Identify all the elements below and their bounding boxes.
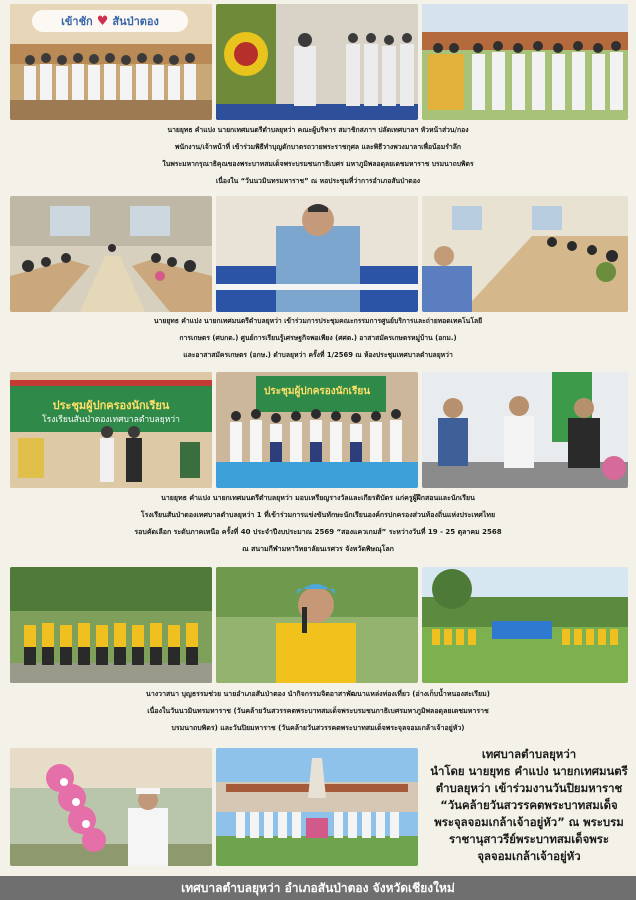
- caption-line: ในพระมหากรุณาธิคุณของพระบาทสมเด็จพระบรมชนกาธิเบศร มหาภูมิพลอดุลยเดชมหาราช บรมนาถบพิตร: [162, 160, 474, 168]
- photo-flower-offering: [10, 748, 212, 866]
- caption-volunteer: [0, 686, 636, 737]
- banner-title-2: ประชุมผู้ปกครองนักเรียน: [263, 386, 371, 397]
- caption-line: นายยุทธ คำแปง นายกเทศมนตรีตำบลยุหว่า คณะผู้บริหาร สมาชิกสภาฯ ปลัดเทศบาลฯ หัวหน้าส่วน/กอง: [167, 126, 469, 134]
- photo-staff-group: [10, 4, 212, 120]
- caption-line: ราชานุสาวรีย์พระบาทสมเด็จพระ: [448, 832, 609, 846]
- footer-bar: เทศบาลตำบลยุหว่า อำเภอสันป่าตอง จังหวัดเชียงใหม่: [0, 876, 636, 900]
- caption-line: พระจุลจอมเกล้าเจ้าอยู่หัว” ณ พระบรม: [434, 815, 624, 829]
- caption-line: เทศบาลตำบลยุหว่า: [481, 747, 577, 761]
- caption-ceremony: [0, 122, 636, 190]
- logo-text-right: สันป่าตอง: [112, 15, 159, 28]
- photo-meeting-table: [422, 196, 628, 312]
- caption-line: การเกษตร (ศบกต.) ศูนย์การเรียนรู้เศรษฐกิจพอเพียง (ศศต.) อาสาสมัครเกษตรหมู่บ้าน (อกม.): [179, 334, 457, 342]
- banner-subtitle: โรงเรียนสันป่าตองเทศบาลตำบลยุหว่า: [42, 415, 180, 425]
- photo-meeting-room: [10, 196, 212, 312]
- photo-teachers-seated: [422, 372, 628, 488]
- caption-line: ณ สนามกีฬามหาวิทยาลัยนเรศวร จังหวัดพิษณุโลก: [242, 545, 394, 553]
- caption-line: นางวาสนา บุญธรรมช่วย นายอำเภอสันป่าตอง นำกิจกรรมจิตอาสาพัฒนาแหล่งท่องเที่ยว (อ่างเก็บน้ำหนองสะเรียม): [146, 690, 490, 698]
- caption-line: จุลจอมเกล้าเจ้าอยู่หัว: [477, 849, 581, 863]
- caption-line: โรงเรียนสันป่าตองเทศบาลตำบลยุหว่า 1 ที่เข้าร่วมการแข่งขันทักษะนักเรียนองค์กรปกครองส่วนท้องถิ่นแห่งประเทศไทย: [140, 511, 496, 519]
- caption-line: นายยุทธ คำแปง นายกเทศมนตรีตำบลยุหว่า เข้าร่วมการประชุมคณะกรรมการศูนย์บริการและถ่ายทอดเทคโนโลยี: [153, 317, 483, 325]
- heart-icon: ♥: [96, 13, 109, 29]
- photo-volunteers-field: [422, 567, 628, 683]
- photo-district-chief-speaking: [216, 567, 418, 683]
- photo-officials-lineup: [422, 4, 628, 120]
- caption-line: บรมนาถบพิตร) และวันปิยมหาราช (วันคล้ายวันสวรรคตพระบาทสมเด็จพระจุลจอมเกล้าเจ้าอยู่หัว): [171, 724, 465, 732]
- logo-text-left: เข้าชัก: [61, 15, 93, 28]
- caption-line: รอบคัดเลือก ระดับภาคเหนือ ครั้งที่ 40 ประจำปีงบประมาณ 2569 “สองแควเกมส์” ระหว่างวันที่ 19 - 25 ตุลาคม 2568: [134, 528, 502, 536]
- photo-students-stage: [216, 372, 418, 488]
- caption-line: ตำบลยุหว่า เข้าร่วมงานวันปิยมหาราช: [435, 781, 623, 795]
- photo-award-presentation: [10, 372, 212, 488]
- photo-wreath-laying: [216, 4, 418, 120]
- caption-line: เนื่องในวันนวมินทรมหาราช (วันคล้ายวันสวรรคตพระบาทสมเด็จพระบรมชนกาธิเบศรมหาภูมิพลอดุลยเดชมหาราช: [147, 707, 489, 715]
- caption-line: พนักงาน/เจ้าหน้าที่ เข้าร่วมพิธีทำบุญตักบาตรถวายพระราชกุศล และพิธีวางพวงมาลาเพื่อน้อมรำลึก: [175, 143, 461, 151]
- caption-line: “วันคล้ายวันสวรรคตพระบาทสมเด็จ: [440, 798, 618, 812]
- caption-piyamaharaj: [426, 746, 632, 865]
- caption-line: เนื่องใน “วันนวมินทรมหาราช” ณ หอประชุมที่ว่าการอำเภอสันป่าตอง: [215, 177, 421, 185]
- photo-mayor-speaking: [216, 196, 418, 312]
- caption-line: และอาสาสมัครเกษตร (อกษ.) ตำบลยุหว่า ครั้งที่ 1/2569 ณ ห้องประชุมเทศบาลตำบลยุหว่า: [183, 351, 453, 359]
- photo-volunteers-yellow: [10, 567, 212, 683]
- banner-title: ประชุมผู้ปกครองนักเรียน: [52, 399, 170, 412]
- caption-meeting: [0, 313, 636, 364]
- caption-line: นายยุทธ คำแปง นายกเทศมนตรีตำบลยุหว่า มอบเหรียญรางวัลและเกียรติบัตร แก่ครูผู้ฝึกสอนและนักเรียน: [161, 494, 475, 502]
- caption-line: นำโดย นายยุทธ คำแปง นายกเทศมนตรี: [430, 764, 628, 778]
- caption-awards: [0, 490, 636, 558]
- municipality-logo: [32, 10, 188, 32]
- photo-monument-group: [216, 748, 418, 866]
